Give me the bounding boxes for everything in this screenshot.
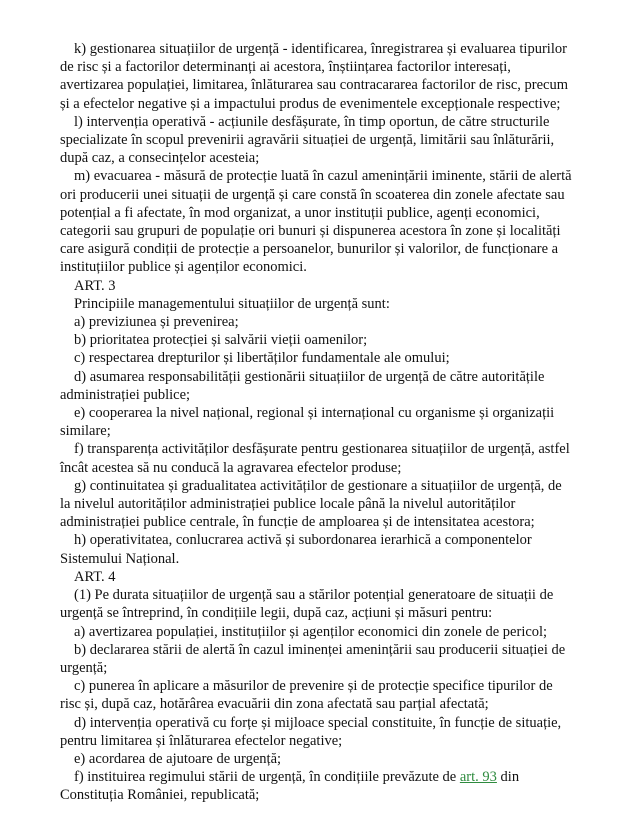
article-3-heading: ART. 3: [74, 277, 116, 294]
article-4-item-a: a) avertizarea populației, instituțiilor și agenților economici din zonele de pericol;: [74, 623, 548, 640]
article-93-link[interactable]: art. 93: [459, 769, 497, 786]
article-3-item-f: f) transparența activităților desfășurate pentru gestionarea situațiilor de urgență, astfel încât acestea să nu conducă la agravarea efectelor produse;: [60, 441, 570, 476]
article-3-item-b: b) prioritatea protecției și salvării vieții oamenilor;: [74, 332, 368, 349]
article-3-item-g: g) continuitatea și gradualitatea activităților de gestionare a situațiilor de urgență, de la nivelul autorităților administrației publice locale până la nivelul autorităților administrației publice centrale, în funcție de amploarea și de intensitatea acestora;: [60, 477, 562, 531]
article-3-item-a: a) previziunea și prevenirea;: [74, 314, 239, 331]
article-4-item-c: c) punerea în aplicare a măsurilor de prevenire și de protecție specifice tipurilor de risc și, după caz, hotărârea evacuării din zona afectată sau parțial afectată;: [60, 678, 553, 713]
paragraph-l: l) intervenția operativă - acțiunile desfășurate, în timp oportun, de către structurile specializate în scopul prevenirii agravării situației de urgență, limitării sau înlăturării, după caz, a consecințelor acesteia;: [60, 113, 555, 167]
article-4-paragraph-1: (1) Pe durata situațiilor de urgență sau a stărilor potențial generatoare de situații de urgență se întreprind, în condițiile legii, după caz, acțiuni și măsuri pentru:: [60, 587, 554, 622]
article-3-item-c: c) respectarea drepturilor și libertăților fundamentale ale omului;: [74, 350, 450, 367]
paragraph-k: k) gestionarea situațiilor de urgență - identificarea, înregistrarea și evaluarea tipurilor de risc și a factorilor determinanți ai acestora, înștiințarea factorilor interesați, avertizarea populației, limitarea, înlăturarea sau contracararea factorilor de risc, precum și a efectelor negative și a impactului produs de evenimentele excepționale respective;: [60, 41, 569, 112]
document-page: [60, 40, 572, 805]
article-3-item-d: d) asumarea responsabilității gestionării situațiilor de urgență de către autoritățile administrației publice;: [60, 368, 545, 403]
article-4-heading: ART. 4: [74, 568, 116, 585]
article-3-item-e: e) cooperarea la nivel național, regional și internațional cu organisme și organizații similare;: [60, 405, 555, 440]
article-4-item-d: d) intervenția operativă cu forțe și mijloace special constituite, în funcție de situație, pentru limitarea și înlăturarea efectelor negative;: [60, 714, 562, 749]
article-4-item-e: e) acordarea de ajutoare de urgență;: [74, 750, 282, 767]
item-f-text-before: f) instituirea regimului stării de urgență, în condițiile prevăzute de: [74, 769, 460, 786]
item-f-text-after: din Constituția României, republicată;: [60, 769, 520, 804]
paragraph-m: m) evacuarea - măsură de protecție luată în cazul amenințării iminente, stării de alertă ori producerii unei situații de urgență și care constă în scoaterea din zonele afectate sau potențial a fi afectate, în mod organizat, a unor instituții publice, agenți economici, categorii sau grupuri de populație ori bunuri și dispunerea acestora în zone și localități care asigură condiții de protecție a persoanelor, bunurilor și valorilor, de funcționare a instituțiilor publice și agenților economici.: [60, 168, 572, 276]
article-3-item-h: h) operativitatea, conlucrarea activă și subordonarea ierarhică a componentelor Sistemului Național.: [60, 532, 532, 567]
article-3-intro: Principiile managementului situațiilor de urgență sunt:: [74, 295, 390, 312]
article-4-item-b: b) declararea stării de alertă în cazul iminenței amenințării sau producerii situației de urgență;: [60, 641, 566, 676]
article-4-item-f: [60, 768, 572, 804]
